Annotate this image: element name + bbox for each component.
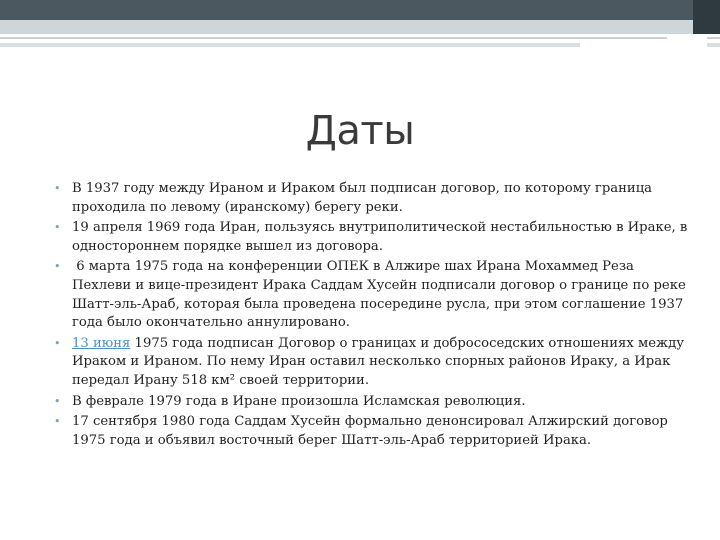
list-item bbox=[52, 180, 692, 217]
list-item bbox=[52, 219, 692, 256]
list-item-text: 6 марта 1975 года на конференции ОПЕК в Алжире шах Ирана Мохаммед Реза Пехлеви и вице-президент Ирака Саддам Хусейн подписали договор о границе по реке Шатт-эль-Араб, которая была проведена посередине русла, при этом соглашение 1937 года было окончательно аннулировано. bbox=[72, 259, 690, 331]
decorative-line bbox=[707, 37, 720, 39]
decorative-line bbox=[707, 43, 720, 47]
bullet-list bbox=[52, 180, 692, 452]
slide-title: Даты bbox=[305, 108, 415, 154]
bullet-icon: • bbox=[54, 415, 61, 429]
header-band bbox=[0, 0, 720, 34]
date-link[interactable]: 13 июня bbox=[72, 335, 131, 351]
list-item-text: В 1937 году между Ираном и Ираком был подписан договор, по которому граница проходила по левому (иранскому) берегу реки. bbox=[72, 181, 653, 215]
list-item bbox=[52, 335, 692, 391]
header-band-dark bbox=[0, 0, 693, 20]
bullet-icon: • bbox=[54, 260, 61, 274]
list-item-text: 19 апреля 1969 года Иран, пользуясь внутриполитической нестабильностью в Ираке, в одностороннем порядке вышел из договора. bbox=[72, 220, 688, 254]
bullet-icon: • bbox=[54, 394, 61, 408]
list-item-text: В феврале 1979 года в Иране произошла Исламская революция. bbox=[72, 393, 526, 409]
list-item bbox=[52, 258, 692, 332]
bullet-icon: • bbox=[54, 336, 61, 350]
bullet-icon: • bbox=[54, 221, 61, 235]
decorative-line bbox=[0, 37, 667, 39]
list-item bbox=[52, 393, 692, 412]
list-item-text: 17 сентября 1980 года Саддам Хусейн формально денонсировал Алжирский договор 1975 года и объявил восточный берег Шатт-эль-Араб территорией Ирака. bbox=[72, 414, 668, 448]
bullet-icon: • bbox=[54, 182, 61, 195]
header-band-accent bbox=[693, 0, 720, 34]
slide-number-box bbox=[669, 33, 705, 49]
decorative-line bbox=[0, 43, 580, 47]
list-item bbox=[52, 413, 692, 450]
list-item-text: 1975 года подписан Договор о границах и добрососедских отношениях между Ираком и Ираном. По нему Иран оставил несколько спорных районов Ираку, а Ирак передал Ирану 518 км² своей территории. bbox=[72, 335, 685, 388]
